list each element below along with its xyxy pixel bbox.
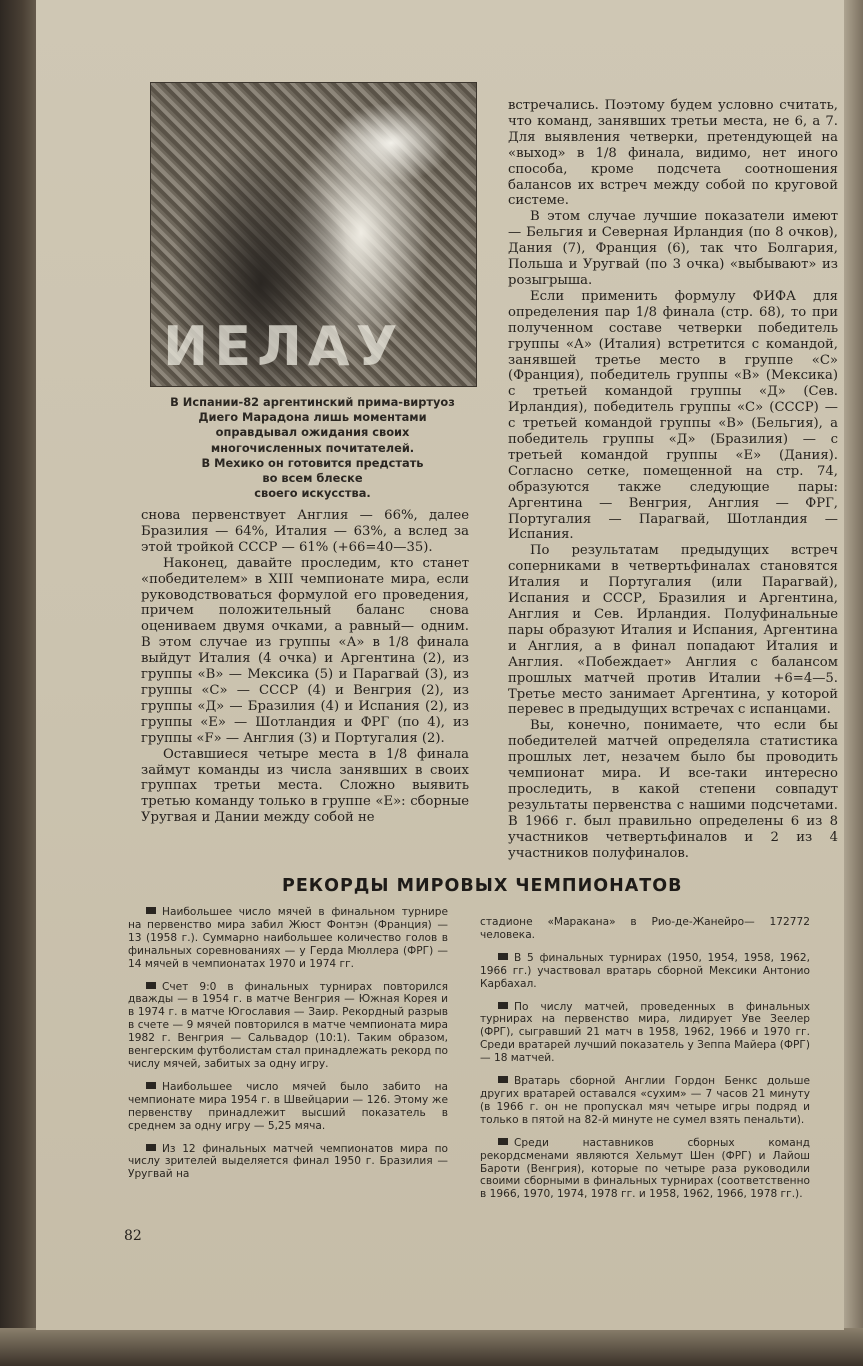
- record-text: Наибольшее число мячей в финальном турнире на первенство мира забил Жюст Фонтэн (Франция) — 13 (1958 г.). Суммарно наибольшее количество голов в финальных соревнованиях — у Герда Мюллера (ФРГ) — 14 мячей в чемпионатах 1970 и 1974 гг.: [128, 906, 448, 970]
- record-item: [128, 906, 448, 971]
- caption-line: во всем блеске: [262, 471, 363, 486]
- record-text: Счет 9:0 в финальных турнирах повторился дважды — в 1954 г. в матче Венгрия — Южная Корея и в 1974 г. в матче Югославия — Заир. Рекордный разрыв в счете — 9 мячей повторился в матче чемпионата мира 1982 г. Венгрия — Сальвадор (10:1). Таким образом, венгерским футболистам стал принадлежать рекорд по числу мячей, забитых за одну игру.: [128, 980, 448, 1070]
- record-text: В 5 финальных турнирах (1950, 1954, 1958, 1962, 1966 гг.) участвовал вратарь сборной Мексики Антонио Карбахал.: [480, 951, 810, 990]
- bullet-square-icon: [498, 1002, 508, 1009]
- record-item: [128, 1143, 448, 1182]
- photo-caption: [150, 395, 475, 501]
- bullet-square-icon: [146, 1144, 156, 1151]
- record-text: Наибольшее число мячей было забито на чемпионате мира 1954 г. в Швейцарии — 126. Этому же первенству принадлежит высший показатель в среднем за одну игру — 5,25 мяча.: [128, 1080, 448, 1132]
- paragraph: По результатам предыдущих встреч соперниками в четвертьфиналах становятся Италия и Португалия (или Парагвай), Испания и СССР, Бразилия и Аргентина, Англия и Сев. Ирландия. Полуфинальные пары образуют Италия и Испания, Аргентина и Англия, а в финал попадают Италия и Англия. «Побеждает» Англия с балансом прошлых матчей против Италии +6=4—5. Третье место занимает Аргентина, у которой перевес в предыдущих встречах с испанцами.: [508, 543, 838, 718]
- record-text: Из 12 финальных матчей чемпионатов мира по числу зрителей выделяется финал 1950 г. Бразилия — Уругвай на: [128, 1142, 448, 1181]
- record-text: Вратарь сборной Англии Гордон Бенкс дольше других вратарей оставался «сухим» — 7 часов 21 минуту (в 1966 г. он не пропускал мяч четыре игры подряд и только в пятой на 82-й минуте не сумел взять пенальти).: [480, 1075, 810, 1126]
- maradona-photo: [150, 82, 477, 387]
- caption-line: многочисленных почитателей.: [210, 440, 415, 455]
- page-edge-bottom: [0, 1328, 863, 1366]
- bullet-square-icon: [498, 1076, 508, 1083]
- record-text: По числу матчей, проведенных в финальных турнирах на первенство мира, лидирует Уве Зеелер (ФРГ), сыгравший 21 матч в 1958, 1962, 1966 и 1970 гг. Среди вратарей лучший показатель у Зеппа Майера (ФРГ) — 18 матчей.: [480, 1000, 810, 1065]
- record-item: [128, 1081, 448, 1133]
- article-right-column: [508, 98, 838, 862]
- bullet-square-icon: [146, 982, 156, 989]
- caption-line: своего искусства.: [254, 486, 371, 501]
- caption-line: Диего Марадона лишь моментами: [198, 410, 427, 425]
- article-left-column: [141, 508, 469, 826]
- caption-line: оправдывал ожидания своих: [215, 425, 410, 440]
- paragraph: Наконец, давайте проследим, кто станет «победителем» в XIII чемпионате мира, если руководствоваться формулой его проведения, причем положительный баланс снова оцениваем двумя очками, а равный— одним. В этом случае из группы «А» в 1/8 финала выйдут Италия (4 очка) и Аргентина (2), из группы «В» — Мексика (5) и Парагвай (3), из группы «С» — СССР (4) и Венгрия (2), из группы «Д» — Бразилия (4) и Испания (2), из группы «Е» — Шотландия и ФРГ (по 4), из группы «F» — Англия (3) и Португалия (2).: [141, 555, 469, 746]
- photo-banner-text: ИЕЛАУ: [163, 315, 404, 378]
- record-item: [480, 1075, 810, 1127]
- record-text: Среди наставников сборных команд рекордсменами являются Хельмут Шен (ФРГ) и Лайош Барoти (Венгрия), которые по четыре раза руководили своими сборными в финальных турнирах (соответственно в 1966, 1970, 1974, 1978 гг. и 1958, 1962, 1966, 1978 гг.).: [480, 1136, 810, 1201]
- paragraph: Вы, конечно, понимаете, что если бы победителей матчей определяла статистика прошлых лет, незачем было бы проводить чемпионат мира. И все-таки интересно проследить, в какой степени совпадут результаты первенства с нашими подсчетами. В 1966 г. был правильно определены 6 из 8 участников четвертьфиналов и 2 из 4 участников полуфиналов.: [508, 718, 838, 861]
- page-number: 82: [124, 1228, 142, 1244]
- page-shadow-left: [0, 0, 38, 1366]
- record-item: [480, 1001, 810, 1066]
- bullet-square-icon: [146, 907, 156, 914]
- record-item: [480, 1137, 810, 1202]
- paragraph: снова первенствует Англия — 66%, далее Бразилия — 64%, Италия — 63%, а вслед за этой тройкой СССР — 61% (+66=40—35).: [141, 508, 469, 555]
- record-item: [480, 952, 810, 991]
- paragraph: встречались. Поэтому будем условно считать, что команд, занявших третьи места, не 6, а 7. Для выявления четверки, претендующей на «выход» в 1/8 финала, видимо, нет иного способа, кроме подсчета соотношения балансов их встреч между собой по круговой системе.: [508, 98, 838, 209]
- record-continuation: стадионе «Маракана» в Рио-де-Жанейро— 172772 человека.: [480, 916, 810, 941]
- records-heading: РЕКОРДЫ МИРОВЫХ ЧЕМПИОНАТОВ: [282, 876, 683, 896]
- records-left-column: [128, 906, 448, 1191]
- caption-line: В Мехико он готовится предстать: [201, 455, 424, 470]
- paragraph: Оставшиеся четыре места в 1/8 финала займут команды из числа занявших в своих группах третьи места. Сложно выявить третью команду только в группе «Е»: сборные Уругвая и Дании между собой не: [141, 746, 469, 826]
- bullet-square-icon: [498, 953, 508, 960]
- caption-line: В Испании-82 аргентинский прима-виртуоз: [170, 395, 455, 409]
- paragraph: В этом случае лучшие показатели имеют — Бельгия и Северная Ирландия (по 8 очков), Дания (7), Франция (6), так что Болгария, Польша и Уругвай (по 3 очка) «выбывают» из розыгрыша.: [508, 209, 838, 288]
- paragraph: Если применить формулу ФИФА для определения пар 1/8 финала (стр. 68), то при полученном составе четверки победитель группы «А» (Италия) встретится с командой, занявшей третье место в группе «С» (Франция), победитель группы «В» (Мексика) с третьей командой группы «Д» (Сев. Ирландия), победитель группы «С» (СССР) — с третьей командой группы «В» (Бельгия), а победитель группы «Д» (Бразилия) — с третьей командой группы «Е» (Дания). Согласно сетке, помещенной на стр. 74, образуются также следующие пары: Аргентина — Венгрия, Англия — ФРГ, Португалия — Парагвай, Шотландия — Испания.: [508, 288, 838, 543]
- records-right-column: [480, 916, 810, 1211]
- bullet-square-icon: [498, 1138, 508, 1145]
- record-item: [128, 981, 448, 1071]
- bullet-square-icon: [146, 1082, 156, 1089]
